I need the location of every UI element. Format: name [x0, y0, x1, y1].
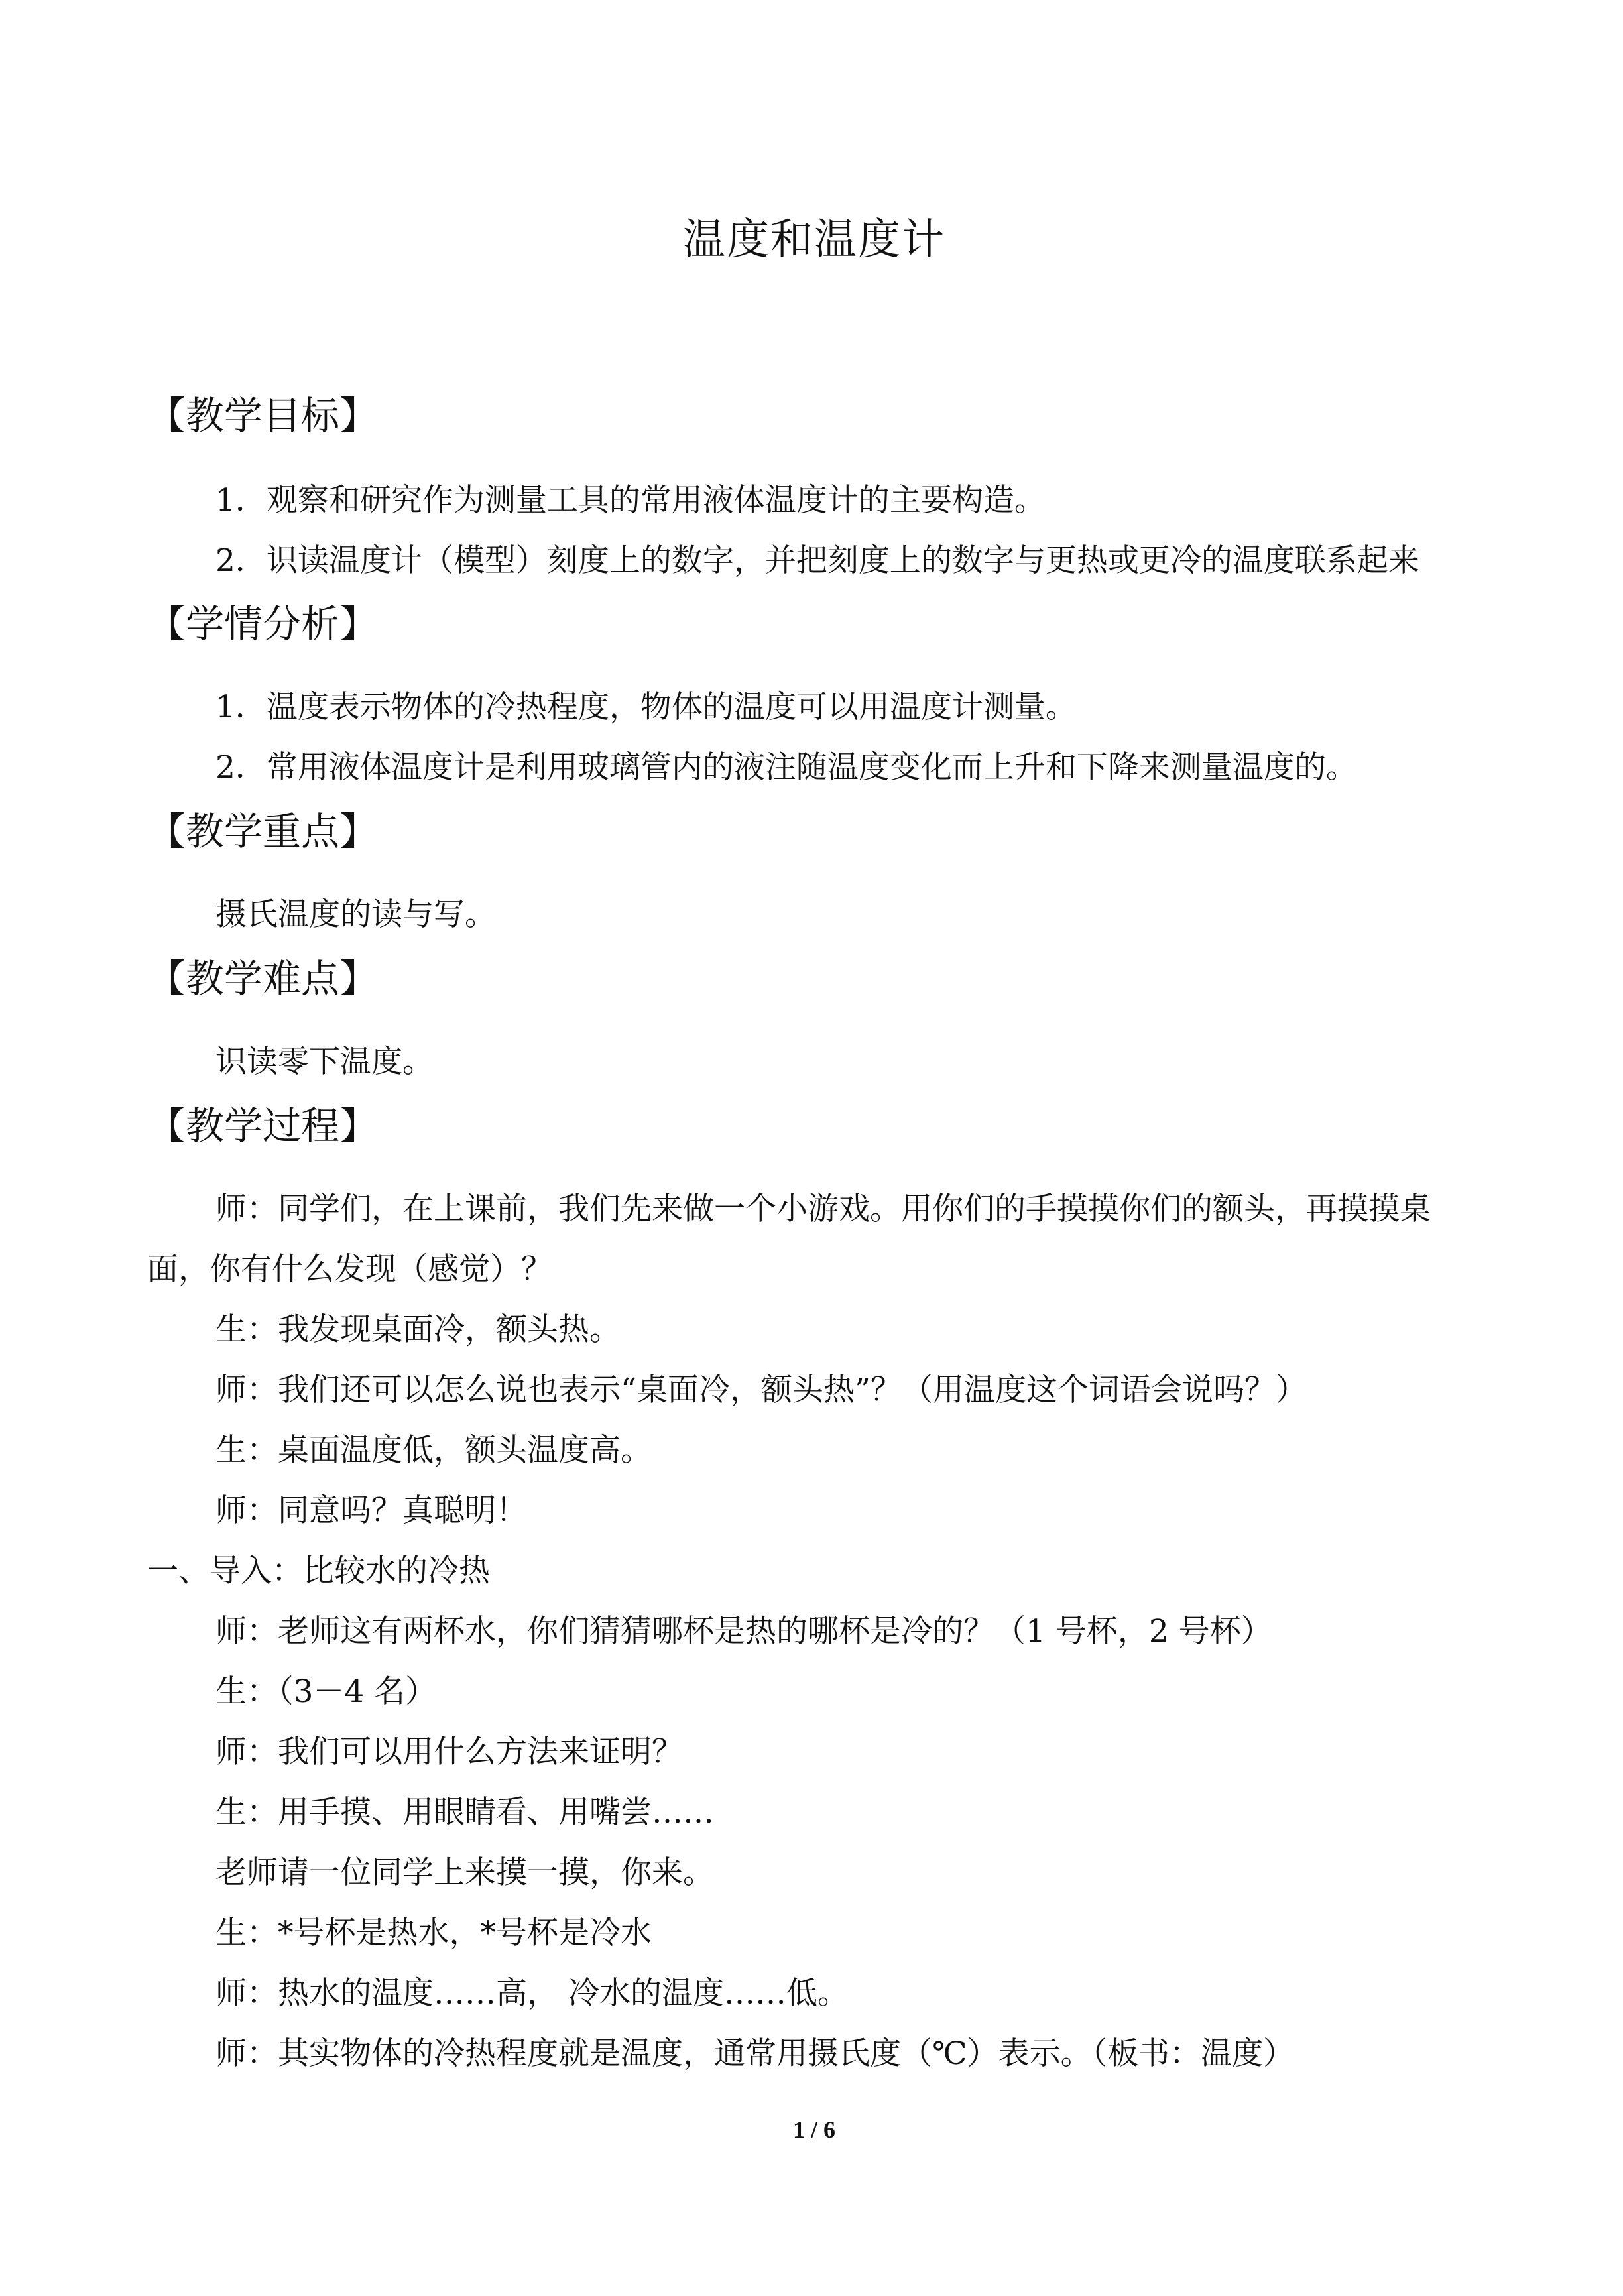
page-title: 温度和温度计 [683, 215, 945, 265]
process-line-6: 师：同意吗？真聪明！ [215, 1492, 527, 1529]
heading-analysis: 【学情分析】 [147, 601, 379, 646]
heading-process: 【教学过程】 [147, 1103, 379, 1148]
heading-key-points: 【教学重点】 [147, 809, 379, 854]
key-points-text: 摄氏温度的读与写。 [215, 896, 496, 933]
page-number: 1 / 6 [793, 2116, 836, 2143]
difficulties-text: 识读零下温度。 [215, 1044, 434, 1080]
process-line-4: 师：我们还可以怎么说也表示“桌面冷，额头热”？（用温度这个词语会说吗？） [215, 1372, 1307, 1408]
objective-1: 1．观察和研究作为测量工具的常用液体温度计的主要构造。 [215, 482, 1046, 518]
process-line-15: 师：其实物体的冷热程度就是温度，通常用摄氏度（℃）表示。（板书：温度） [215, 2035, 1295, 2072]
objective-2: 2．识读温度计（模型）刻度上的数字，并把刻度上的数字与更热或更冷的温度联系起来 [215, 542, 1419, 579]
process-line-3: 生：我发现桌面冷，额头热。 [215, 1311, 621, 1348]
analysis-1: 1．温度表示物体的冷热程度，物体的温度可以用温度计测量。 [215, 689, 1077, 725]
process-line-13: 生：*号杯是热水，*号杯是冷水 [215, 1915, 652, 1951]
process-line-5: 生：桌面温度低，额头温度高。 [215, 1432, 652, 1469]
process-line-11: 生：用手摸、用眼睛看、用嘴尝…… [215, 1794, 714, 1831]
heading-difficulties: 【教学难点】 [147, 956, 379, 1001]
section-intro-heading: 一、导入：比较水的冷热 [147, 1553, 490, 1589]
process-line-1: 师：同学们，在上课前，我们先来做一个小游戏。用你们的手摸摸你们的额头，再摸摸桌 [215, 1191, 1431, 1227]
process-line-14: 师：热水的温度……高， 冷水的温度……低。 [215, 1975, 849, 2012]
process-line-10: 师：我们可以用什么方法来证明？ [215, 1734, 683, 1770]
process-line-12: 老师请一位同学上来摸一摸，你来。 [215, 1854, 714, 1891]
heading-objectives: 【教学目标】 [147, 393, 379, 438]
analysis-2: 2．常用液体温度计是利用玻璃管内的液注随温度变化而上升和下降来测量温度的。 [215, 749, 1357, 786]
process-line-2: 面，你有什么发现（感觉）？ [147, 1251, 552, 1288]
process-line-8: 师：老师这有两杯水，你们猜猜哪杯是热的哪杯是冷的？（1 号杯，2 号杯） [215, 1613, 1272, 1650]
process-line-9: 生：（3－4 名） [215, 1673, 437, 1710]
